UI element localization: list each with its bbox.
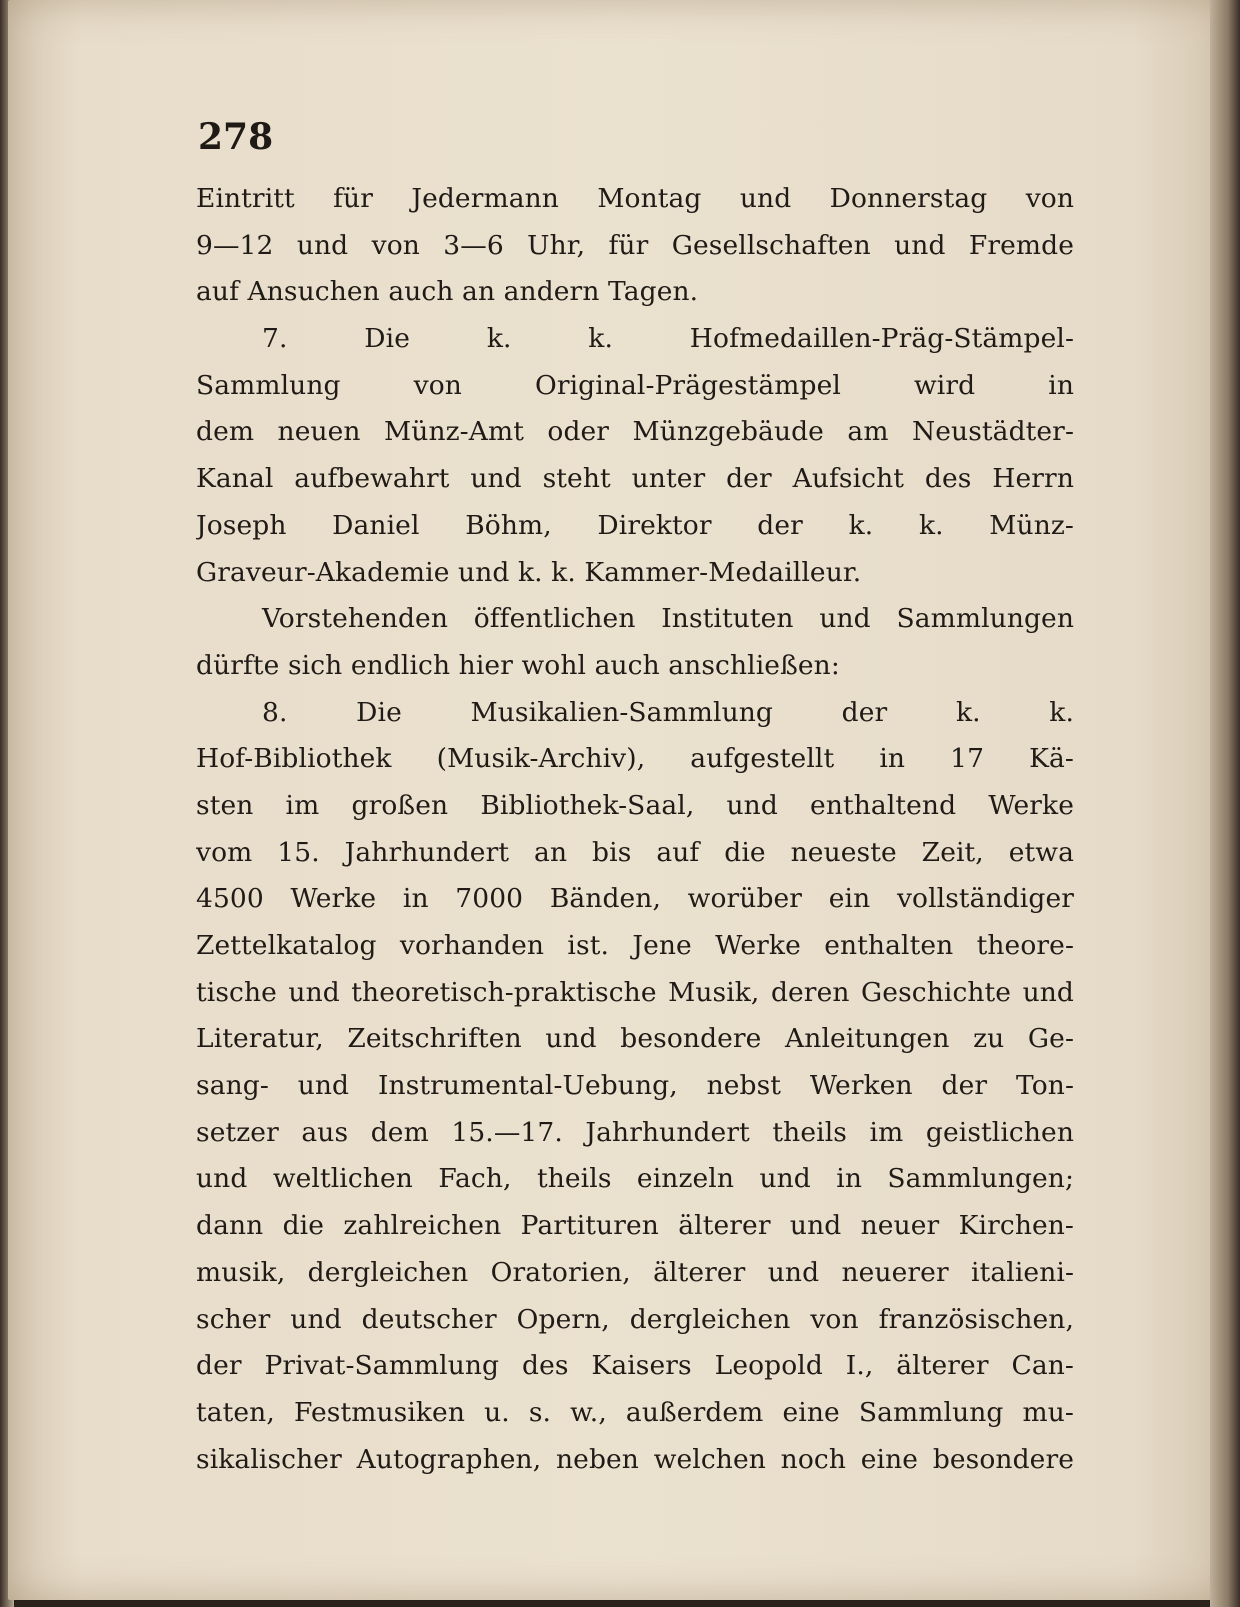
text-line: 7. Die k. k. Hofmedaillen-Präg-Stämpel- <box>262 323 1074 355</box>
text-line: Sammlung von Original-Prägestämpel wird in <box>196 369 1074 401</box>
text-line: sang- und Instrumental-Uebung, nebst Werken der Ton- <box>196 1070 1074 1102</box>
text-line: dem neuen Münz-Amt oder Münzgebäude am Neustädter- <box>196 416 1074 448</box>
text-line: Joseph Daniel Böhm, Direktor der k. k. Münz- <box>196 509 1074 541</box>
text-line: dürfte sich endlich hier wohl auch anschließen: <box>196 649 840 681</box>
text-line: sten im großen Bibliothek-Saal, und enthaltend Werke <box>196 789 1074 821</box>
text-line: Kanal aufbewahrt und steht unter der Aufsicht des Herrn <box>196 463 1074 495</box>
text-line: setzer aus dem 15.—17. Jahrhundert theils im geistlichen <box>196 1116 1074 1148</box>
text-line: sikalischer Autographen, neben welchen noch eine besondere <box>196 1443 1074 1475</box>
text-line: Vorstehenden öffentlichen Instituten und Sammlungen <box>262 603 1074 635</box>
text-line: Eintritt für Jedermann Montag und Donnerstag von <box>196 183 1074 214</box>
text-line: musik, dergleichen Oratorien, älterer und neuerer italieni- <box>196 1256 1074 1288</box>
text-line: tische und theoretisch-praktische Musik, deren Geschichte und <box>196 976 1074 1008</box>
text-line: vom 15. Jahrhundert an bis auf die neueste Zeit, etwa <box>196 836 1074 868</box>
text-line: Graveur-Akademie und k. k. Kammer-Medailleur. <box>196 556 862 588</box>
text-line: taten, Festmusiken u. s. w., außerdem eine Sammlung mu- <box>196 1396 1074 1428</box>
text-line: der Privat-Sammlung des Kaisers Leopold I., älterer Can- <box>196 1350 1074 1382</box>
text-line: und weltlichen Fach, theils einzeln und in Sammlungen; <box>196 1163 1074 1195</box>
text-line: Literatur, Zeitschriften und besondere Anleitungen zu Ge- <box>196 1023 1074 1055</box>
text-line: scher und deutscher Opern, dergleichen von französischen, <box>196 1303 1074 1335</box>
page-right-edge <box>1210 0 1240 1607</box>
text-line: auf Ansuchen auch an andern Tagen. <box>196 276 699 308</box>
text-line: dann die zahlreichen Partituren älterer und neuer Kirchen- <box>196 1210 1074 1242</box>
text-line: 4500 Werke in 7000 Bänden, worüber ein vollständiger <box>196 883 1074 915</box>
text-line: 9—12 und von 3—6 Uhr, für Gesellschaften und Fremde <box>196 229 1074 261</box>
page-number: 278 <box>198 116 274 158</box>
body-text <box>196 176 1074 1483</box>
text-line: Hof-Bibliothek (Musik-Archiv), aufgestellt in 17 Kä- <box>196 743 1074 775</box>
text-line: Zettelkatalog vorhanden ist. Jene Werke enthalten theore- <box>196 930 1074 961</box>
text-line: 8. Die Musikalien-Sammlung der k. k. <box>262 696 1074 728</box>
